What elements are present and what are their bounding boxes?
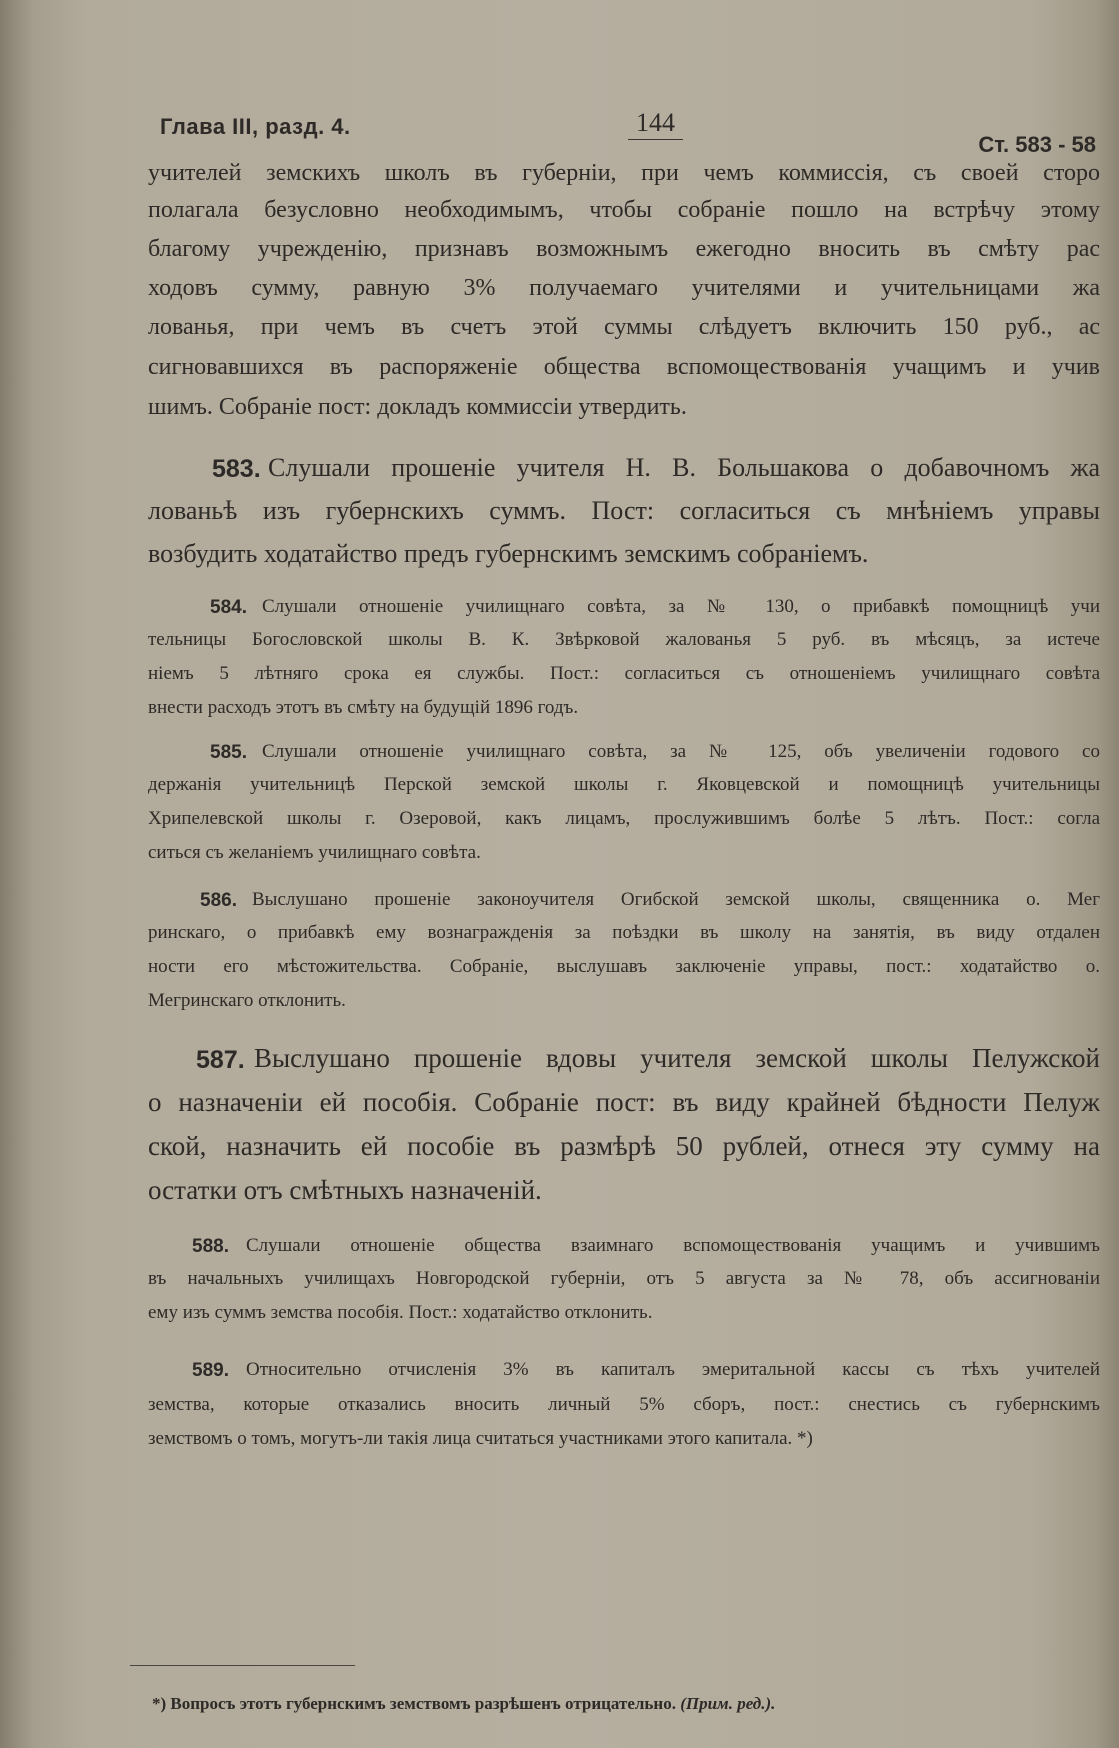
article-number: 585. — [210, 742, 247, 763]
text-line: Относительно отчисленія 3% въ капиталъ эмеритальной кассы съ тѣхъ учителей — [246, 1359, 1100, 1380]
text-line: Слушали отношеніе общества взаимнаго вспомоществованія учащимъ и учившимъ — [246, 1235, 1100, 1256]
text-line: Выслушано прошеніе законоучителя Огибской земской школы, священника о. Мег — [252, 889, 1100, 910]
text-line: учителей земскихъ школъ въ губерніи, при чемъ коммиссія, съ своей сторо — [148, 160, 1100, 186]
page-number: 144 — [628, 108, 683, 140]
text-line: земствомъ о томъ, могутъ-ли такія лица считаться участниками этого капитала. *) — [148, 1428, 813, 1449]
text-line: въ начальныхъ училищахъ Новгородской губерніи, отъ 5 августа за № 78, объ ассигнованіи — [148, 1268, 1100, 1289]
article-range: Ст. 583 - 58 — [978, 132, 1096, 157]
text-line: сигновавшихся въ распоряженіе общества вспомоществованія учащимъ и учив — [148, 354, 1100, 380]
text-line: ской, назначить ей пособіе въ размѣрѣ 50 рублей, отнеся эту сумму на — [148, 1131, 1100, 1161]
text-line: Слушали отношеніе училищнаго совѣта, за № 125, объ увеличеніи годового со — [262, 741, 1100, 762]
text-line: ринскаго, о прибавкѣ ему вознагражденія за поѣздки въ школу на занятія, въ виду отдален — [148, 922, 1100, 943]
article-number: 587. — [196, 1046, 245, 1074]
text-line: шимъ. Собраніе пост: докладъ коммиссіи утвердить. — [148, 394, 687, 420]
text-line: ходовъ сумму, равную 3% получаемаго учителями и учительницами жа — [148, 275, 1100, 301]
text-line: лованьѣ изъ губернскихъ суммъ. Пост: согласиться съ мнѣніемъ управы — [148, 496, 1100, 525]
text-line: возбудить ходатайство предъ губернскимъ земскимъ собраніемъ. — [148, 539, 869, 568]
text-line: полагала безусловно необходимымъ, чтобы собраніе пошло на встрѣчу этому — [148, 197, 1100, 223]
text-line: Хрипелевской школы г. Озеровой, какъ лицамъ, прослужившимъ болѣе 5 лѣтъ. Пост.: согла — [148, 808, 1100, 829]
footnote-editor-note: (Прим. ред.). — [680, 1694, 776, 1713]
footnote-separator — [130, 1665, 355, 1666]
text-line: о назначеніи ей пособія. Собраніе пост: въ виду крайней бѣдности Пелуж — [148, 1087, 1100, 1117]
text-line: благому учрежденію, признавъ возможнымъ ежегодно вносить въ смѣту рас — [148, 236, 1100, 262]
footnote — [152, 1694, 1052, 1714]
text-line: ему изъ суммъ земства пособія. Пост.: ходатайство отклонить. — [148, 1302, 653, 1323]
text-line: Слушали прошеніе учителя Н. В. Большакова о добавочномъ жа — [268, 453, 1100, 482]
text-line: земства, которые отказались вносить личный 5% сборъ, пост.: снестись съ губернскимъ — [148, 1394, 1100, 1415]
text-line: держанія учительницѣ Перской земской школы г. Яковцевской и помощницѣ учительницы — [148, 774, 1100, 795]
article-number: 589. — [192, 1360, 229, 1381]
text-line: Выслушано прошеніе вдовы учителя земской школы Пелужской — [254, 1043, 1100, 1073]
text-line: лованья, при чемъ въ счетъ этой суммы слѣдуетъ включить 150 руб., ас — [148, 314, 1100, 340]
text-line: остатки отъ смѣтныхъ назначеній. — [148, 1175, 542, 1205]
article-number: 586. — [200, 890, 237, 911]
text-line: внести расходъ этотъ въ смѣту на будущій 1896 годъ. — [148, 697, 579, 718]
text-line: Мегринскаго отклонить. — [148, 990, 346, 1011]
text-line: тельницы Богословской школы В. К. Звѣрковой жалованья 5 руб. въ мѣсяцъ, за истече — [148, 629, 1100, 650]
text-line: ности его мѣстожительства. Собраніе, выслушавъ заключеніе управы, пост.: ходатайство о. — [148, 956, 1100, 977]
text-line: ситься съ желаніемъ училищнаго совѣта. — [148, 842, 481, 863]
article-number: 583. — [212, 455, 261, 483]
article-number: 588. — [192, 1236, 229, 1257]
chapter-heading: Глава III, разд. 4. — [160, 114, 351, 139]
text-line: Слушали отношеніе училищнаго совѣта, за № 130, о прибавкѣ помощницѣ учи — [262, 596, 1100, 617]
article-number: 584. — [210, 597, 247, 618]
text-line: ніемъ 5 лѣтняго срока ея службы. Пост.: согласиться съ отношеніемъ училищнаго совѣта — [148, 663, 1100, 684]
footnote-text: *) Вопросъ этотъ губернскимъ земствомъ разрѣшенъ отрицательно. — [152, 1694, 676, 1713]
page-header — [160, 108, 1100, 158]
